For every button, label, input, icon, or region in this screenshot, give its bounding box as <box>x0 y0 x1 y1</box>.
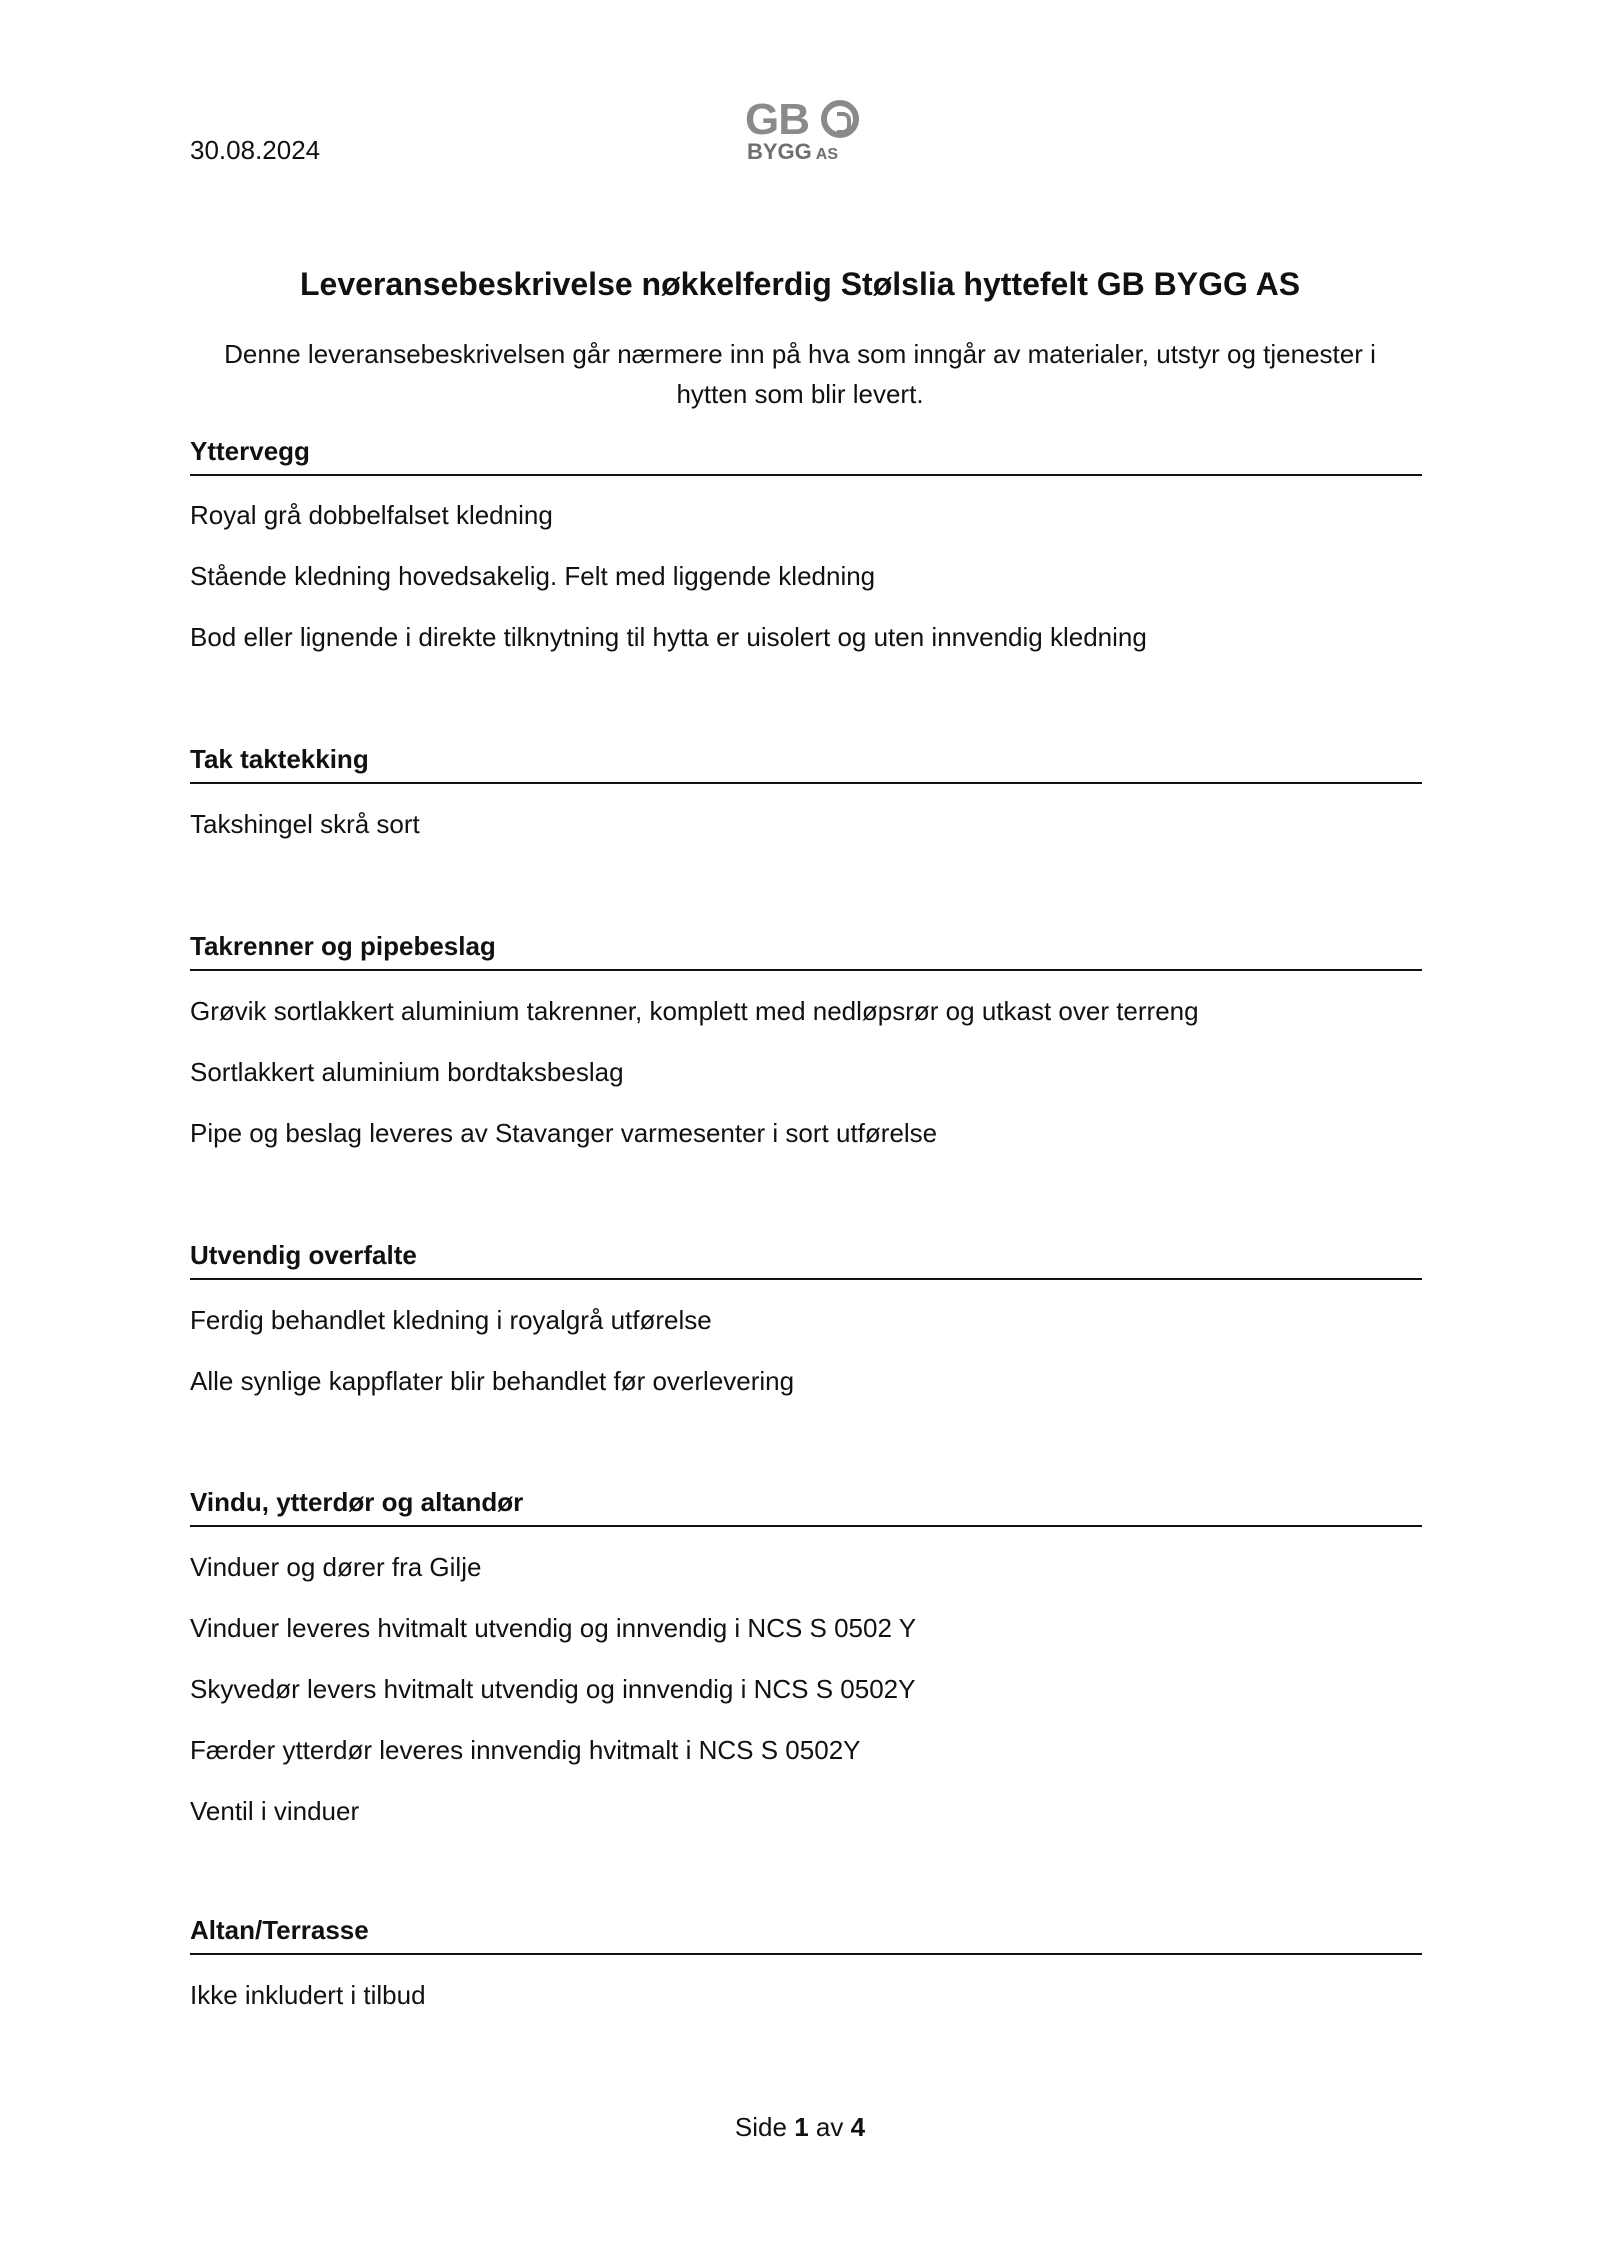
logo-bygg-word: BYGG <box>747 139 812 164</box>
intro-paragraph <box>190 334 1410 414</box>
section-heading-altan-terrasse: Altan/Terrasse <box>190 1915 1422 1955</box>
list-item: Ventil i vinduer <box>190 1796 360 1826</box>
section-heading-vindu-ytterdor-altandor: Vindu, ytterdør og altandør <box>190 1487 1422 1527</box>
current-page-number: 1 <box>794 2112 809 2142</box>
section-heading-utvendig-overfalte: Utvendig overfalte <box>190 1240 1422 1280</box>
logo-bygg-text <box>747 140 838 167</box>
list-item: Takshingel skrå sort <box>190 809 420 839</box>
logo-b-mark-icon <box>821 100 859 138</box>
list-item: Royal grå dobbelfalset kledning <box>190 500 553 530</box>
list-item: Skyvedør levers hvitmalt utvendig og innvendig i NCS S 0502Y <box>190 1674 916 1704</box>
list-item: Vinduer og dører fra Gilje <box>190 1552 482 1582</box>
list-item: Sortlakkert aluminium bordtaksbeslag <box>190 1057 624 1087</box>
company-logo <box>735 95 885 168</box>
list-item: Alle synlige kappflater blir behandlet før overlevering <box>190 1366 795 1396</box>
list-item: Bod eller lignende i direkte tilknytning til hytta er uisolert og uten innvendig kledning <box>190 622 1147 652</box>
list-item: Ferdig behandlet kledning i royalgrå utførelse <box>190 1305 712 1335</box>
section-heading-tak-taktekking: Tak taktekking <box>190 744 1422 784</box>
list-item: Vinduer leveres hvitmalt utvendig og innvendig i NCS S 0502 Y <box>190 1613 917 1643</box>
intro-line-1: Denne leveransebeskrivelsen går nærmere inn på hva som inngår av materialer, utstyr og tjenester i <box>224 339 1376 369</box>
list-item: Grøvik sortlakkert aluminium takrenner, komplett med nedløpsrør og utkast over terreng <box>190 996 1199 1026</box>
list-item: Færder ytterdør leveres innvendig hvitmalt i NCS S 0502Y <box>190 1735 861 1765</box>
list-item: Stående kledning hovedsakelig. Felt med liggende kledning <box>190 561 876 591</box>
section-heading-yttervegg: Yttervegg <box>190 436 1422 476</box>
total-pages-number: 4 <box>850 2112 866 2142</box>
section-heading-takrenner-og-pipebeslag: Takrenner og pipebeslag <box>190 931 1422 971</box>
document-date: 30.08.2024 <box>190 135 321 165</box>
page-label: Side <box>734 2112 787 2142</box>
list-item: Ikke inkludert i tilbud <box>190 1980 426 2010</box>
list-item: Pipe og beslag leveres av Stavanger varmesenter i sort utførelse <box>190 1118 938 1148</box>
of-label: av <box>815 2112 844 2142</box>
logo-gb-text: GB <box>745 95 809 144</box>
intro-line-2: hytten som blir levert. <box>676 379 924 409</box>
page-footer <box>0 2112 1600 2143</box>
logo-as-word: AS <box>815 146 839 163</box>
document-title: Leveransebeskrivelse nøkkelferdig Stølslia hyttefelt GB BYGG AS <box>299 266 1301 302</box>
